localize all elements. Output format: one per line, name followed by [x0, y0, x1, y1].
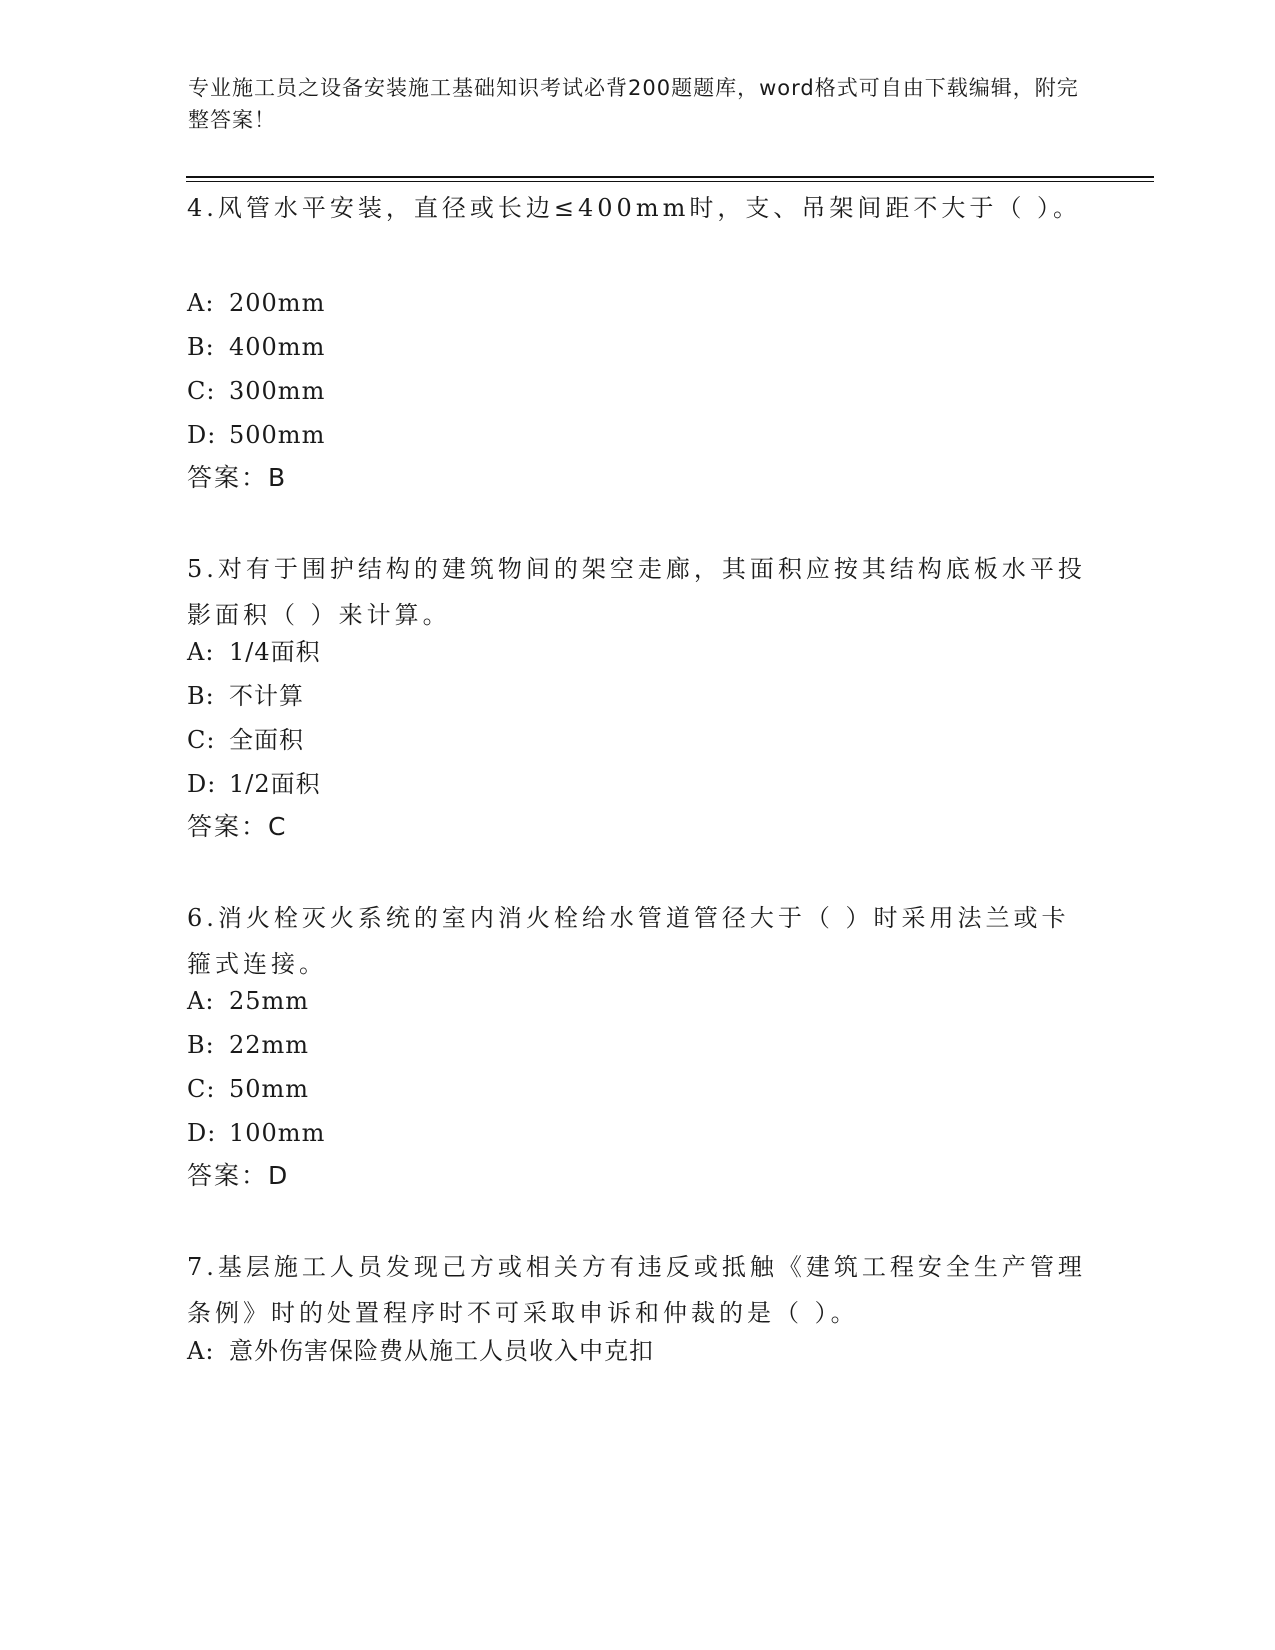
option-text: 500mm [229, 421, 326, 449]
question-6-option-c [187, 1074, 309, 1104]
option-text: 全面积 [229, 726, 304, 754]
question-4-option-a [187, 288, 325, 318]
option-key: A: [187, 1337, 215, 1365]
question-5-option-b [187, 681, 304, 711]
option-key: A: [187, 638, 215, 666]
question-4-answer: 答案：B [187, 463, 288, 492]
question-6-stem: 6.消火栓灭火系统的室内消火栓给水管道管径大于（ ）时采用法兰或卡箍式连接。 [187, 904, 1070, 978]
option-key: C: [187, 1075, 216, 1103]
option-text: 25mm [229, 987, 310, 1015]
option-text: 22mm [229, 1031, 310, 1059]
question-4-option-b [187, 332, 325, 362]
option-key: C: [187, 726, 216, 754]
option-text: 300mm [229, 377, 326, 405]
option-key: B: [187, 333, 215, 361]
question-6-answer: 答案：D [187, 1161, 290, 1190]
document-header: 专业施工员之设备安装施工基础知识考试必背200题题库，word格式可自由下载编辑，附完整答案！ [188, 76, 1079, 132]
option-key: C: [187, 377, 216, 405]
option-text: 1/4面积 [229, 638, 321, 666]
option-key: D: [187, 1119, 217, 1147]
question-6-option-a [187, 986, 309, 1016]
question-5-stem: 5.对有于围护结构的建筑物间的架空走廊，其面积应按其结构底板水平投影面积（ ）来计算。 [187, 555, 1086, 629]
option-key: D: [187, 421, 217, 449]
option-key: D: [187, 770, 217, 798]
question-4-stem: 4.风管水平安装，直径或长边≤400mm时，支、吊架间距不大于（ ）。 [187, 194, 1081, 222]
option-key: B: [187, 682, 215, 710]
question-5-option-a [187, 637, 321, 667]
question-6-option-d [187, 1118, 325, 1148]
option-key: A: [187, 987, 215, 1015]
question-5-answer: 答案：C [187, 812, 288, 841]
option-text: 意外伤害保险费从施工人员收入中克扣 [229, 1337, 654, 1365]
question-5-option-d [187, 769, 321, 799]
question-4-option-d [187, 420, 325, 450]
option-text: 100mm [229, 1119, 326, 1147]
option-text: 50mm [229, 1075, 310, 1103]
question-4-option-c [187, 376, 325, 406]
option-text: 1/2面积 [229, 770, 321, 798]
question-5-option-c [187, 725, 304, 755]
question-7-option-a [187, 1336, 654, 1366]
header-divider [186, 176, 1154, 182]
option-text: 400mm [229, 333, 326, 361]
question-7-stem: 7.基层施工人员发现己方或相关方有违反或抵触《建筑工程安全生产管理条例》时的处置程序时不可采取申诉和仲裁的是（ ）。 [187, 1253, 1086, 1327]
option-key: A: [187, 289, 215, 317]
option-text: 200mm [229, 289, 326, 317]
option-key: B: [187, 1031, 215, 1059]
option-text: 不计算 [229, 682, 304, 710]
question-6-option-b [187, 1030, 309, 1060]
